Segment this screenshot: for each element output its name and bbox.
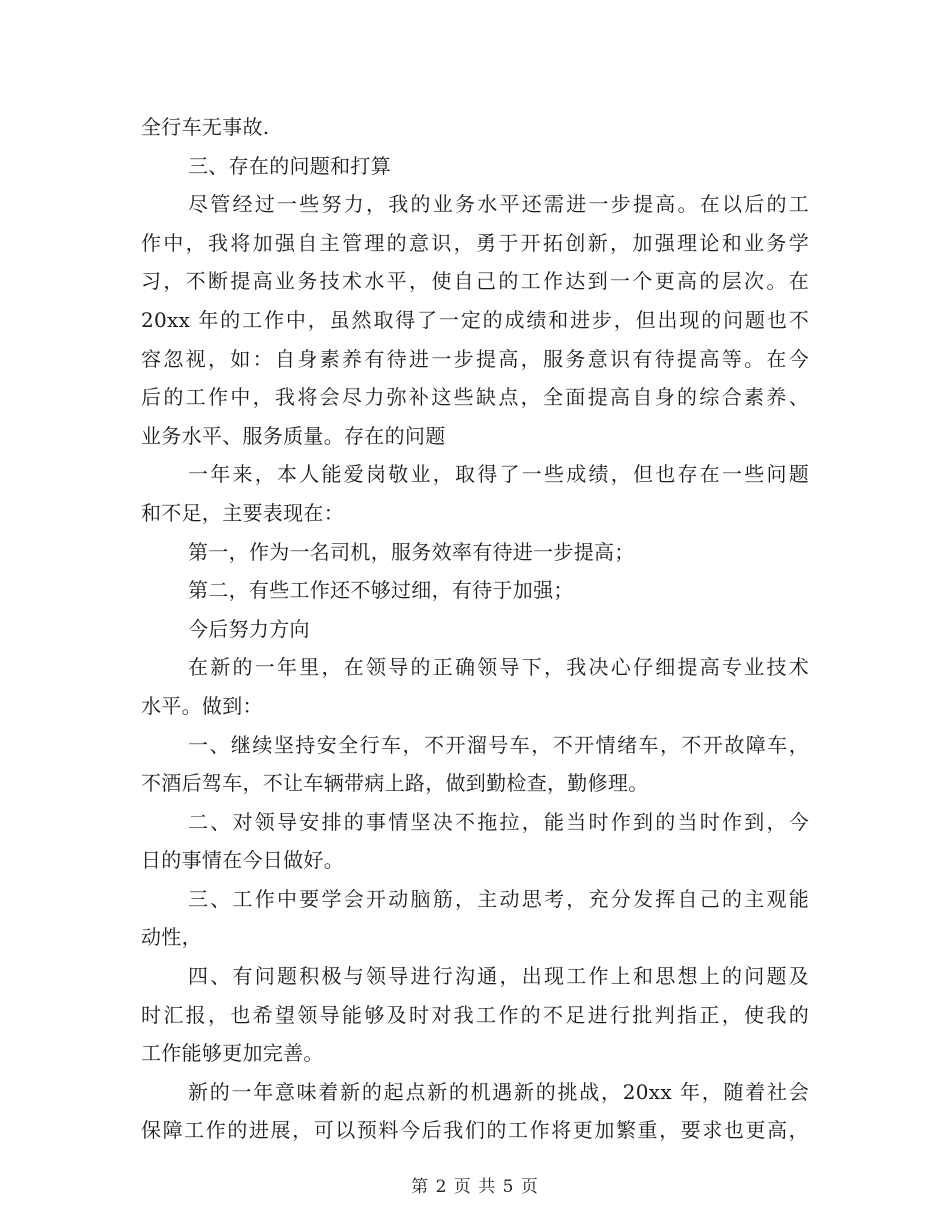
text-line: 后的工作中，我将会尽力弥补这些缺点，全面提高自身的综合素养、 — [141, 385, 809, 410]
text-line: 水平。做到： — [141, 693, 263, 718]
text-line: 作中，我将加强自主管理的意识，勇于开拓创新，加强理论和业务学 — [141, 230, 809, 255]
text-line: 二、对领导安排的事情坚决不拖拉，能当时作到的当时作到，今 — [188, 809, 809, 834]
text-line: 尽管经过一些努力，我的业务水平还需进一步提高。在以后的工 — [188, 192, 809, 217]
text-line: 第一，作为一名司机，服务效率有待进一步提高； — [188, 539, 635, 564]
text-line: 20xx 年的工作中，虽然取得了一定的成绩和进步，但出现的问题也不 — [141, 307, 809, 332]
text-line: 不酒后驾车，不让车辆带病上路，做到勤检查，勤修理。 — [141, 771, 649, 796]
text-line: 习，不断提高业务技术水平，使自己的工作达到一个更高的层次。在 — [141, 269, 809, 294]
text-line: 三、工作中要学会开动脑筋，主动思考，充分发挥自己的主观能 — [188, 886, 809, 911]
text-line: 保障工作的进展，可以预料今后我们的工作将更加繁重，要求也更高， — [141, 1118, 809, 1143]
text-line: 在新的一年里，在领导的正确领导下，我决心仔细提高专业技术 — [188, 655, 809, 680]
text-line: 业务水平、服务质量。存在的问题 — [141, 423, 446, 448]
text-line: 第二，有些工作还不够过细，有待于加强； — [188, 578, 574, 603]
text-line: 时汇报，也希望领导能够及时对我工作的不足进行批判指正，使我的 — [141, 1002, 809, 1027]
text-line: 动性， — [141, 925, 202, 950]
text-line: 三、存在的问题和打算 — [188, 153, 391, 178]
page-number-footer: 第 2 页 共 5 页 — [411, 1177, 539, 1197]
text-line: 容忽视，如：自身素养有待进一步提高，服务意识有待提高等。在今 — [141, 346, 809, 371]
document-body — [141, 108, 809, 1150]
text-line: 四、有问题积极与领导进行沟通，出现工作上和思想上的问题及 — [188, 964, 809, 989]
text-line: 日的事情在今日做好。 — [141, 848, 344, 873]
text-line: 工作能够更加完善。 — [141, 1041, 324, 1066]
text-line: 新的一年意味着新的起点新的机遇新的挑战，20xx 年，随着社会 — [188, 1079, 809, 1104]
text-line: 今后努力方向 — [188, 616, 310, 641]
text-line: 一、继续坚持安全行车，不开溜号车，不开情绪车，不开故障车， — [188, 732, 809, 757]
text-line: 和不足，主要表现在： — [141, 500, 344, 525]
text-line: 一年来，本人能爱岗敬业，取得了一些成绩，但也存在一些问题 — [188, 462, 809, 487]
text-line: 全行车无事故. — [141, 115, 270, 139]
